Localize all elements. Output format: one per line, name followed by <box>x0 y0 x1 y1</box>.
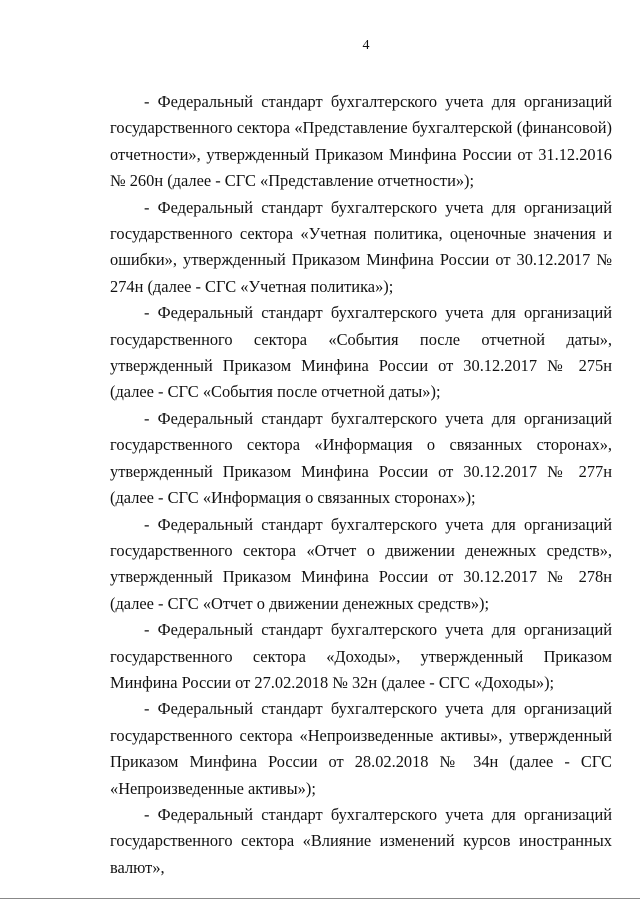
paragraph-standard-events-after-date: - Федеральный стандарт бухгалтерского учета для организаций государственного сектора «События после отчетной даты», утвержденный Приказом Минфина России от 30.12.2017 № 275н (далее - СГС «События после отчетной даты»); <box>110 303 612 402</box>
bottom-divider <box>0 898 640 899</box>
page-number: 4 <box>362 38 370 53</box>
document-body <box>110 89 612 881</box>
paragraph-standard-nonproduced-assets: - Федеральный стандарт бухгалтерского учета для организаций государственного сектора «Непроизведенные активы», утвержденный Приказом Минфина России от 28.02.2018 № 34н (далее - СГС «Непроизведенные активы»); <box>110 699 612 798</box>
paragraph-standard-related-parties: - Федеральный стандарт бухгалтерского учета для организаций государственного сектора «Информация о связанных сторонах», утвержденный Приказом Минфина России от 30.12.2017 № 277н (далее - СГС «Информация о связанных сторонах»); <box>110 408 612 508</box>
paragraph-standard-income: - Федеральный стандарт бухгалтерского учета для организаций государственного сектора «Доходы», утвержденный Приказом Минфина России от 27.02.2018 № 32н (далее - СГС «Доходы»); <box>110 620 612 692</box>
paragraph-standard-reporting: - Федеральный стандарт бухгалтерского учета для организаций государственного сектора «Представление бухгалтерской (финансовой) отчетности», утвержденный Приказом Минфина России от 31.12.2016 № 260н (далее - СГС «Представление отчетности»); <box>110 92 612 191</box>
paragraph-standard-accounting-policy: - Федеральный стандарт бухгалтерского учета для организаций государственного сектора «Учетная политика, оценочные значения и ошибки», утвержденный Приказом Минфина России от 30.12.2017 № 274н (далее - СГС «Учетная политика»); <box>110 197 612 296</box>
paragraph-standard-cash-flow: - Федеральный стандарт бухгалтерского учета для организаций государственного сектора «Отчет о движении денежных средств», утвержденный Приказом Минфина России от 30.12.2017 № 278н (далее - СГС «Отчет о движении денежных средств»); <box>110 514 612 613</box>
paragraph-standard-exchange-rates: - Федеральный стандарт бухгалтерского учета для организаций государственного сектора «Влияние изменений курсов иностранных валют», <box>110 804 612 877</box>
